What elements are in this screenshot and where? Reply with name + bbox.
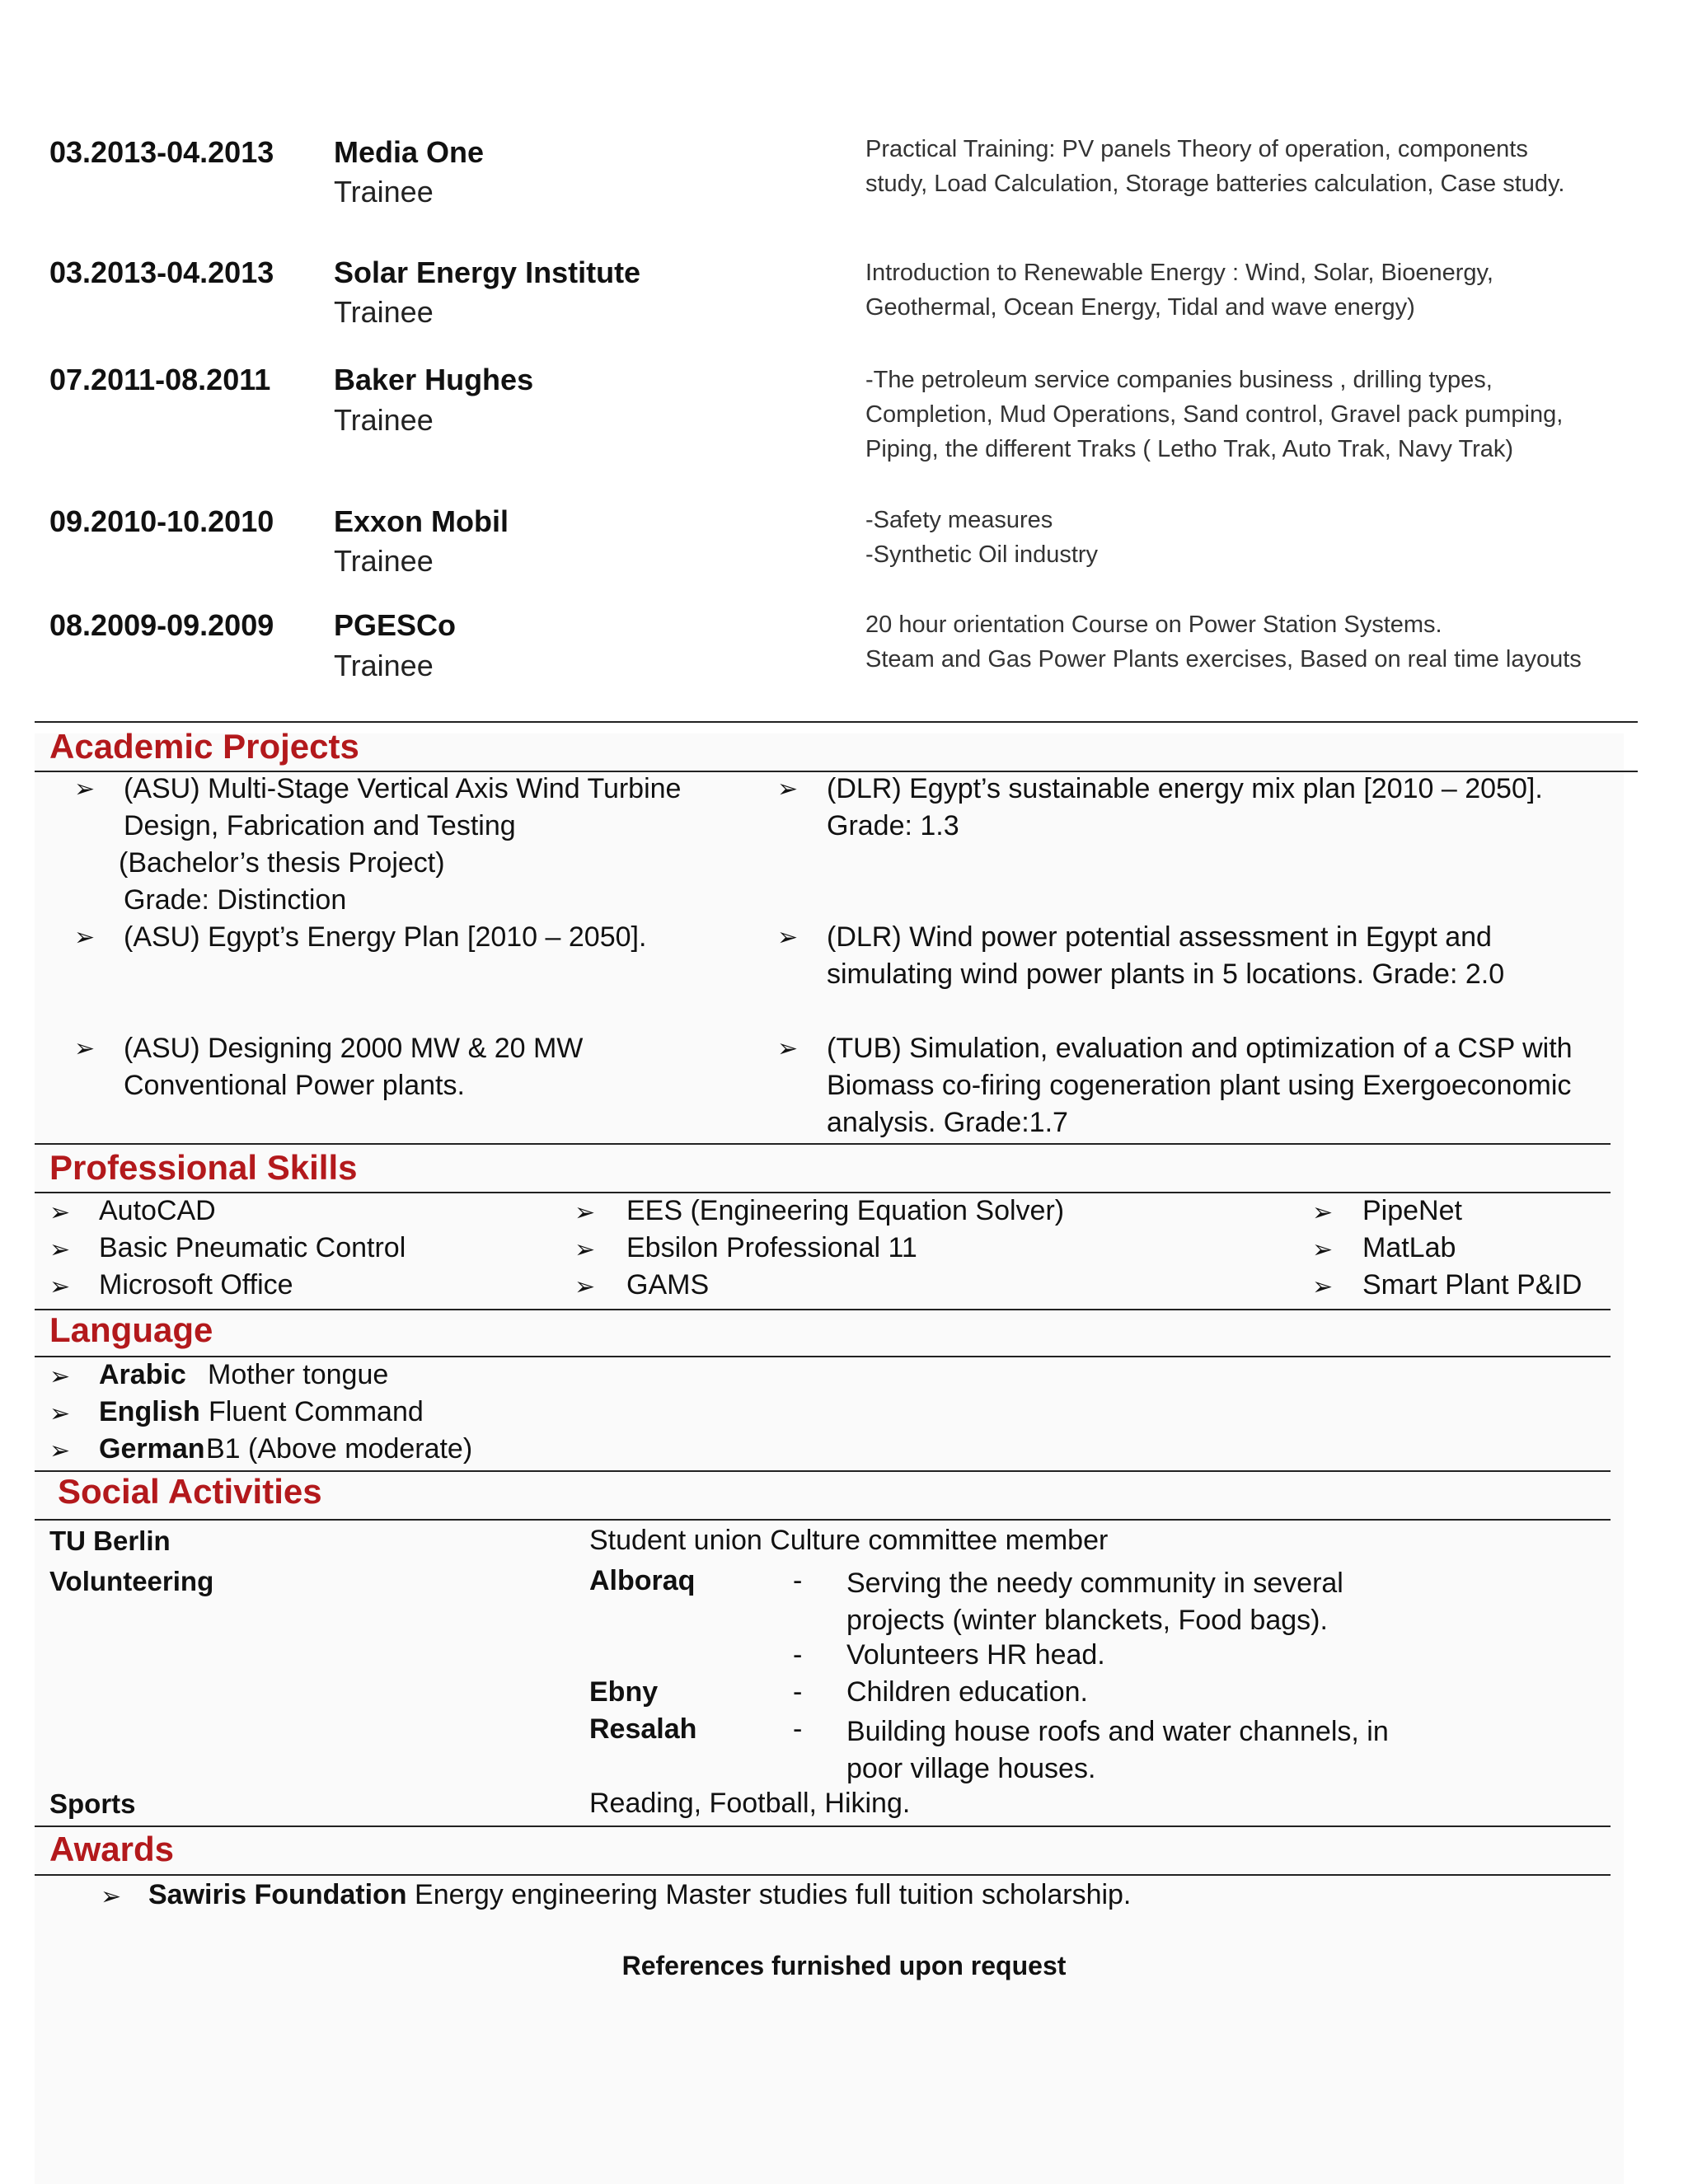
bullet-icon: ➢: [74, 776, 96, 803]
bullet-icon: ➢: [1312, 1236, 1334, 1263]
list-item: Ebsilon Professional 11: [626, 1232, 917, 1263]
bullet-icon: ➢: [1312, 1273, 1334, 1301]
dash: -: [793, 1639, 803, 1671]
bullet-icon: ➢: [574, 1236, 596, 1263]
entry-desc: -Safety measures -Synthetic Oil industry: [865, 507, 1099, 568]
list-item: (ASU) Designing 2000 MW & 20 MW Conventional Power plants.: [124, 1033, 584, 1101]
tu-berlin-text: Student union Culture committee member: [589, 1525, 1109, 1556]
divider: [35, 1309, 1611, 1310]
bullet-icon: ➢: [49, 1363, 71, 1390]
entry-org: Exxon Mobil: [334, 504, 509, 538]
entry-org: PGESCo: [334, 608, 457, 642]
entry-role: Trainee: [334, 295, 434, 329]
list-item: (ASU) Multi-Stage Vertical Axis Wind Turbine Design, Fabrication and Testing (Bachelor’s thesis Project) Grade: Distinction: [119, 773, 682, 916]
skills-title: Professional Skills: [49, 1148, 358, 1187]
volunteer-desc: Children education.: [846, 1676, 1088, 1708]
divider: [35, 1192, 1611, 1193]
entry-role: Trainee: [334, 544, 434, 578]
bullet-icon: ➢: [74, 924, 96, 951]
entry-role: Trainee: [334, 403, 434, 437]
divider: [35, 1519, 1611, 1521]
list-item: AutoCAD: [99, 1195, 216, 1226]
entry-role: Trainee: [334, 175, 434, 209]
entry-dates: 07.2011-08.2011: [49, 363, 271, 396]
bullet-icon: ➢: [574, 1199, 596, 1226]
bullet-icon: ➢: [74, 1035, 96, 1062]
sports-text: Reading, Football, Hiking.: [589, 1788, 911, 1819]
awards-title: Awards: [49, 1830, 174, 1868]
dash: -: [793, 1565, 803, 1596]
bullet-icon: ➢: [777, 924, 799, 951]
language-title: Language: [49, 1310, 213, 1349]
volunteering-label: Volunteering: [49, 1566, 214, 1596]
list-item: Smart Plant P&ID: [1362, 1269, 1582, 1301]
dash: -: [793, 1676, 803, 1708]
list-item: MatLab: [1362, 1232, 1456, 1263]
dash: -: [793, 1713, 803, 1745]
references-footer: References furnished upon request: [621, 1951, 1067, 1980]
entry-role: Trainee: [334, 649, 434, 682]
divider: [35, 721, 1638, 723]
list-item: Basic Pneumatic Control: [99, 1232, 406, 1263]
bullet-icon: ➢: [1312, 1199, 1334, 1226]
bullet-icon: ➢: [574, 1273, 596, 1301]
entry-dates: 03.2013-04.2013: [49, 255, 274, 289]
bullet-icon: ➢: [49, 1273, 71, 1301]
list-item: PipeNet: [1362, 1195, 1462, 1226]
entry-org: Media One: [334, 135, 485, 169]
bullet-icon: ➢: [101, 1883, 122, 1910]
volunteer-desc: Building house roofs and water channels, in poor village houses.: [846, 1716, 1389, 1784]
volunteer-desc: Serving the needy community in several projects (winter blanckets, Food bags).: [846, 1568, 1343, 1636]
entry-dates: 09.2010-10.2010: [49, 504, 274, 538]
volunteer-desc: Volunteers HR head.: [846, 1639, 1105, 1671]
award-item: Sawiris Foundation Energy engineering Master studies full tuition scholarship.: [148, 1879, 1132, 1910]
language-level: Mother tongue: [208, 1359, 389, 1390]
volunteer-org: Ebny: [589, 1676, 659, 1708]
language-name: Arabic: [99, 1359, 186, 1390]
language-level: Fluent Command: [209, 1396, 424, 1427]
bullet-icon: ➢: [49, 1236, 71, 1263]
language-level: B1 (Above moderate): [206, 1433, 473, 1465]
bullet-icon: ➢: [49, 1437, 71, 1465]
list-item: (ASU) Egypt’s Energy Plan [2010 – 2050].: [124, 921, 647, 953]
entry-desc: Introduction to Renewable Energy : Wind, Solar, Bioenergy, Geothermal, Ocean Energy, Tidal and wave energy): [865, 260, 1493, 321]
divider: [35, 1143, 1611, 1145]
list-item: (DLR) Wind power potential assessment in Egypt and simulating wind power plants in 5 locations. Grade: 2.0: [827, 921, 1505, 990]
divider: [35, 1874, 1611, 1876]
social-title: Social Activities: [58, 1472, 322, 1511]
volunteer-org: Resalah: [589, 1713, 697, 1745]
bullet-icon: ➢: [49, 1199, 71, 1226]
bullet-icon: ➢: [49, 1400, 71, 1427]
list-item: (DLR) Egypt’s sustainable energy mix plan [2010 – 2050]. Grade: 1.3: [827, 773, 1543, 841]
entry-org: Baker Hughes: [334, 363, 534, 396]
entry-dates: 08.2009-09.2009: [49, 608, 274, 642]
entry-org: Solar Energy Institute: [334, 255, 641, 289]
language-name: English: [99, 1396, 200, 1427]
list-item: EES (Engineering Equation Solver): [626, 1195, 1065, 1226]
divider: [35, 1825, 1611, 1827]
tu-berlin-label: TU Berlin: [49, 1526, 171, 1556]
language-name: German: [99, 1433, 205, 1465]
list-item: (TUB) Simulation, evaluation and optimization of a CSP with Biomass co-firing cogeneration plant using Exergoeconomic analysis. Grade:1.7: [827, 1033, 1573, 1138]
list-item: GAMS: [626, 1269, 710, 1301]
entry-desc: -The petroleum service companies business , drilling types, Completion, Mud Operations, Sand control, Gravel pack pumping, Piping, the different Traks ( Letho Trak, Auto Trak, Navy Trak): [865, 367, 1564, 462]
entry-desc: Practical Training: PV panels Theory of operation, components study, Load Calculation, Storage batteries calculation, Case study.: [865, 136, 1565, 197]
sports-label: Sports: [49, 1788, 136, 1819]
entry-desc: 20 hour orientation Course on Power Station Systems. Steam and Gas Power Plants exercises, Based on real time layouts: [865, 612, 1582, 673]
divider: [35, 1356, 1611, 1357]
list-item: Microsoft Office: [99, 1269, 293, 1301]
volunteer-org: Alboraq: [589, 1565, 696, 1596]
academic-title: Academic Projects: [49, 727, 359, 766]
bullet-icon: ➢: [777, 1035, 799, 1062]
bullet-icon: ➢: [777, 776, 799, 803]
entry-dates: 03.2013-04.2013: [49, 135, 274, 169]
